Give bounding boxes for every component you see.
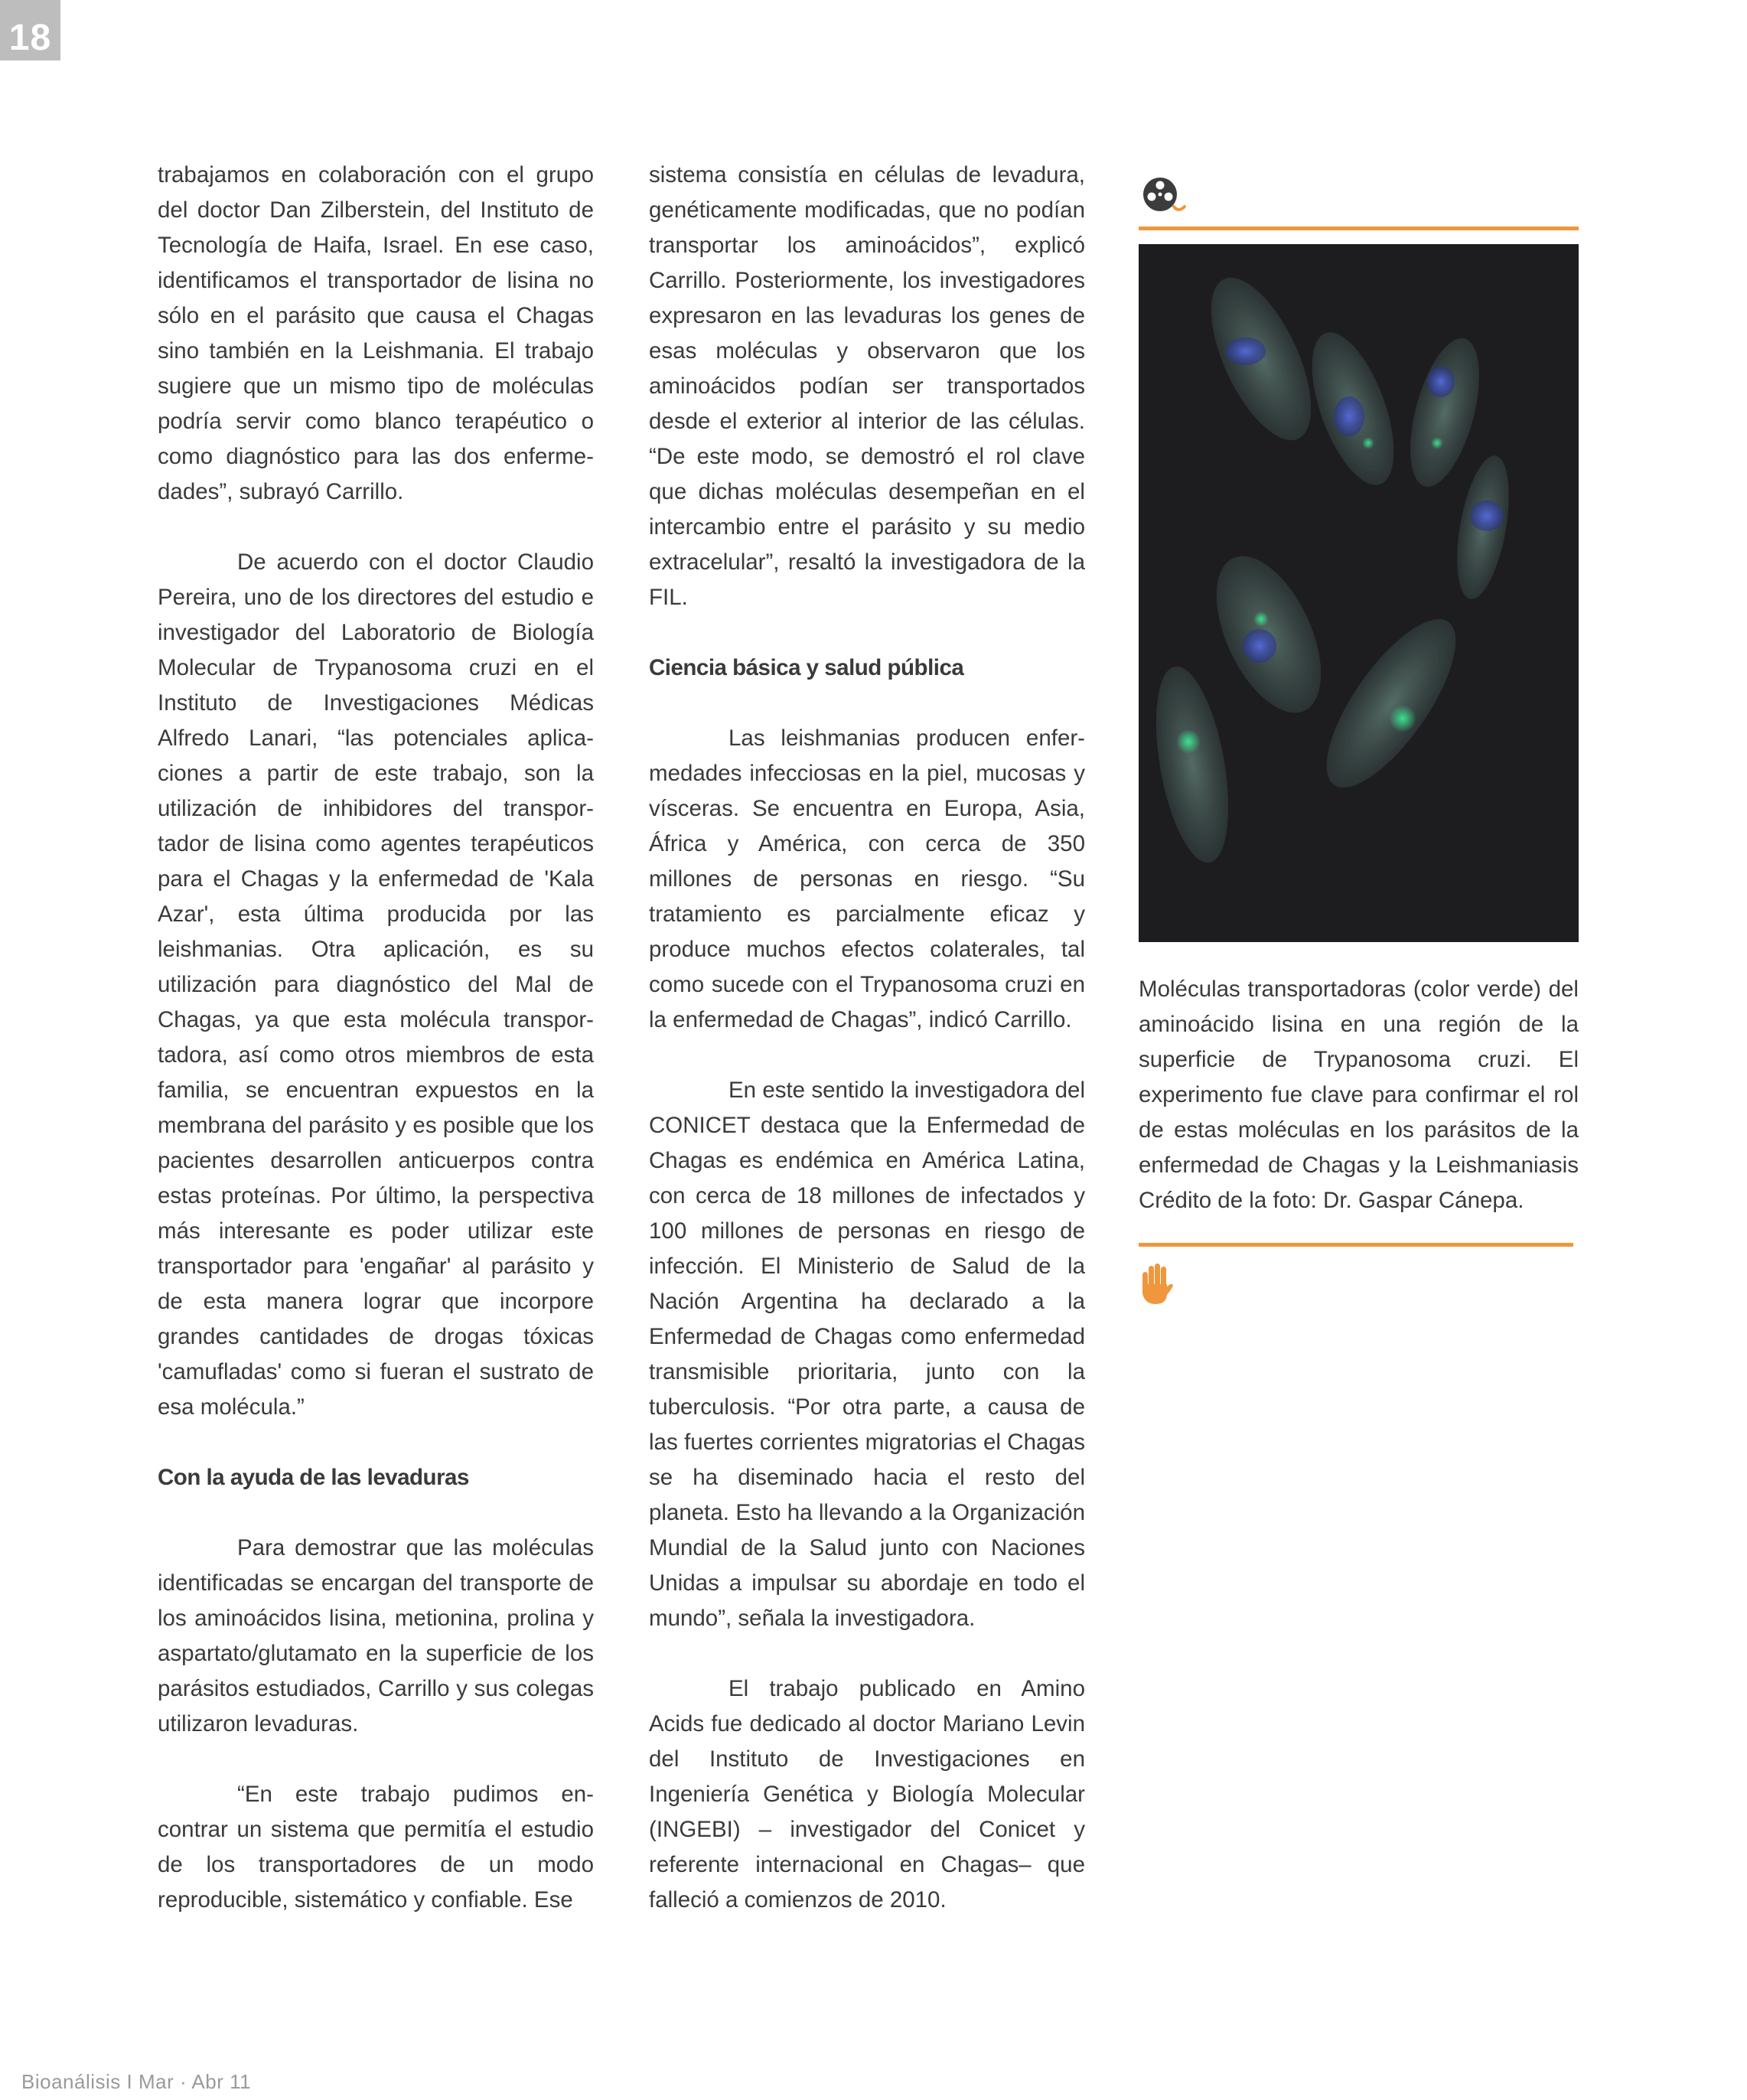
photo-credit: Crédito de la foto: Dr. Gaspar Cánepa. (1139, 1188, 1524, 1213)
paragraph: “En este trabajo pudimos en- contrar un sistema que permitía el estudio de los transportadores de un modo reproducible, sistemático y confiable. Ese (158, 1782, 594, 1912)
paragraph: Para demostrar que las moléculas identificadas se encargan del transporte de los aminoácidos lisina, metionina, prolina y aspartato/glutamato en la superficie de los parásitos estudiados, Carrillo y sus colegas utilizaron levaduras. (158, 1535, 594, 1736)
orange-rule-bottom (1139, 1243, 1573, 1247)
paragraph: Las leishmanias producen enfer- medades infecciosas en la piel, mucosas y vísceras. Se encuentra en Europa, Asia, África y América, con cerca de 350 millones de personas en riesgo. “Su tratamiento es parcialmente eficaz y produce muchos efectos colaterales, tal como sucede con el Trypanosoma cruzi en la enfermedad de Chagas”, indicó Carrillo. (649, 726, 1085, 1032)
photo-caption (1139, 972, 1579, 1218)
microscopy-photo (1139, 244, 1579, 942)
hand-icon (1139, 1263, 1174, 1306)
paragraph: El trabajo publicado en Amino Acids fue dedicado al doctor Mariano Levin del Instituto de Investigaciones en Ingeniería Genética y Biología Molecular (INGEBI) – investigador del Conicet y referente internacional en Chagas– que falleció a comienzos de 2010. (649, 1676, 1085, 1912)
page-number: 18 (0, 0, 60, 60)
paragraph: De acuerdo con el doctor Claudio Pereira, uno de los directores del estudio e investigador del Laboratorio de Biología Molecular de Trypanosoma cruzi en el Instituto de Investigaciones Médicas Alfredo Lanari, “las potenciales aplica- ciones a partir de este trabajo, son la utilización de inhibidores del transpor- tador de lisina como agentes terapéuticos para el Chagas y la enfermedad de 'Kala Azar', esta última producida por las leishmanias. Otra aplicación, es su utilización para diagnóstico del Mal de Chagas, ya que esta molécula transpor- tadora, así como otros miembros de esta familia, se encuentran expuestos en la membrana del parásito y es posible que los pacientes desarrollen anticuerpos contra estas proteínas. Por último, la perspectiva más interesante es poder utilizar este transportador para 'engañar' al parásito y de esta manera lograr que incorpore grandes cantidades de drogas tóxicas 'camufladas' como si fueran el sustrato de esa molécula.” (158, 549, 594, 1420)
section-heading: Con la ayuda de las levaduras (158, 1465, 469, 1490)
trypanosoma-cells-image (1139, 244, 1579, 942)
article-column-2 (649, 158, 1085, 1953)
section-heading: Ciencia básica y salud pública (649, 655, 964, 680)
caption-text: Moléculas transportadoras (color verde) del aminoácido lisina en una región de la superficie de Trypanosoma cruzi. El experimento fue clave para confirmar el rol de estas moléculas en los parásitos de la enfermedad de Chagas y la Leishmaniasis (1139, 977, 1579, 1178)
film-reel-icon (1139, 173, 1189, 219)
page-footer: Bioanálisis I Mar · Abr 11 (21, 2070, 252, 2093)
paragraph: trabajamos en colaboración con el grupo del doctor Dan Zilberstein, del Instituto de Tecnología de Haifa, Israel. En ese caso, identificamos el transportador de lisina no sólo en el parásito que causa el Chagas sino también en la Leishmania. El trabajo sugiere que un mismo tipo de moléculas podría servir como blanco terapéutico o como diagnóstico para las dos enferme- dades”, subrayó Carrillo. (158, 162, 594, 504)
paragraph: sistema consistía en células de levadura, genéticamente modificadas, que no podían transportar los aminoácidos”, explicó Carrillo. Posteriormente, los investigadores expresaron en las levaduras los genes de esas moléculas y observaron que los aminoácidos podían ser transportados desde el exterior al interior de las células. “De este modo, se demostró el rol clave que dichas moléculas desempeñan en el intercambio entre el parásito y su medio extracelular”, resaltó la investigadora de la FIL. (649, 162, 1085, 610)
orange-rule-top (1139, 227, 1579, 230)
article-column-1 (158, 158, 594, 1953)
paragraph: En este sentido la investigadora del CONICET destaca que la Enfermedad de Chagas es endémica en América Latina, con cerca de 18 millones de infectados y 100 millones de personas en riesgo de infección. El Ministerio de Salud de la Nación Argentina ha declarado a la Enfermedad de Chagas como enfermedad transmisible prioritaria, junto con la tuberculosis. “Por otra parte, a causa de las fuertes corrientes migratorias el Chagas se ha diseminado hacia el resto del planeta. Esto ha llevando a la Organización Mundial de la Salud junto con Naciones Unidas a impulsar su abordaje en todo el mundo”, señala la investigadora. (649, 1078, 1085, 1631)
